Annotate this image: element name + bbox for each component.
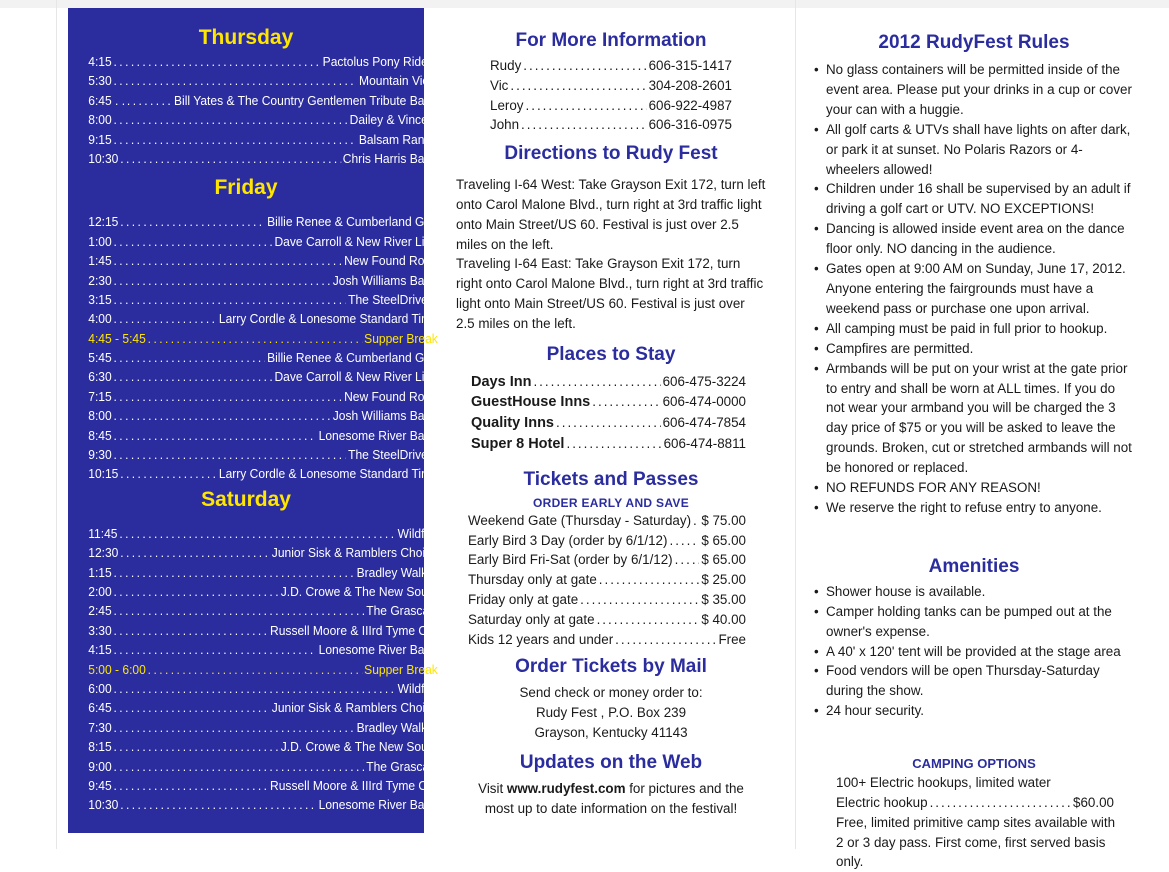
mail-heading: Order Tickets by Mail	[515, 656, 707, 678]
contact-row	[490, 115, 732, 135]
set-time: 4:45 - 5:45	[88, 330, 146, 346]
contact-row	[490, 76, 732, 96]
band-name: Russell Moore & IIIrd Tyme Out	[270, 622, 438, 638]
set-time: 9:15	[88, 131, 112, 147]
leader-dots	[114, 640, 317, 659]
leader-dots	[120, 212, 265, 231]
ticket-row	[468, 610, 746, 630]
leader-dots	[114, 309, 218, 328]
band-name: Josh Williams Band	[332, 272, 438, 288]
schedule-panel	[68, 8, 438, 833]
camping-line-1: 100+ Electric hookups, limited water	[836, 775, 1051, 791]
set-time: 10:30	[88, 150, 119, 166]
set-time: 3:30	[88, 622, 112, 638]
rule-item: • Armbands will be put on your wrist at the gate prior to entry and shall be worn at ALL times. If you do not wear your armband you will be charged the 3 day price of $75 or you will be asked to leave the grounds. Broken, cut or stretched armbands will not be honored or replaced.	[814, 359, 1134, 478]
hotel-row-value: 606-474-7854	[662, 415, 746, 431]
saturday-schedule	[68, 524, 438, 815]
supper-break-row	[68, 660, 469, 679]
set-time: 3:15	[88, 291, 112, 307]
schedule-row	[68, 524, 469, 543]
schedule-row	[68, 110, 469, 129]
hotel-row-label: Super 8 Hotel	[471, 435, 565, 452]
contact-list	[456, 56, 766, 135]
schedule-row	[68, 563, 469, 582]
supper-break-row	[68, 329, 469, 348]
contact-row	[490, 56, 732, 76]
leader-dots	[114, 582, 279, 601]
hotel-row-value: 606-474-8811	[663, 435, 746, 451]
set-time: 4:15	[88, 642, 112, 658]
set-time: 1:00	[88, 233, 112, 249]
schedule-row	[68, 795, 469, 814]
leader-dots	[127, 91, 172, 110]
hotel-row-label: Days Inn	[471, 373, 532, 390]
set-time: 6:00	[88, 680, 112, 696]
band-name: J.D. Crowe & The New South	[280, 739, 438, 755]
leader-dots	[114, 130, 357, 149]
band-name: Bradley Walker	[356, 719, 438, 735]
schedule-row	[68, 737, 469, 756]
contact-row-value: 606-316-0975	[648, 117, 732, 133]
schedule-row	[68, 309, 469, 328]
band-name: Russell Moore & IIIrd Tyme Out	[270, 777, 438, 793]
leader-dots	[930, 793, 1071, 813]
right-column	[814, 26, 1134, 872]
leader-dots	[114, 445, 347, 464]
hotel-row	[471, 413, 746, 434]
amenity-item: • Food vendors will be open Thursday-Saturday during the show.	[814, 661, 1134, 701]
ticket-row	[468, 630, 746, 650]
web-suffix: for pictures and the most up to date information on the festival!	[484, 780, 744, 816]
leader-dots	[120, 464, 217, 483]
set-time: 9:45	[88, 777, 112, 793]
set-time: 8:45	[88, 427, 112, 443]
ticket-row-value: $ 40.00	[701, 611, 746, 627]
ticket-row-value: $ 25.00	[701, 572, 746, 588]
band-name: Wildfire	[397, 525, 438, 541]
ticket-row-value: $ 35.00	[701, 591, 746, 607]
band-name: Dailey & Vincent	[349, 112, 438, 128]
schedule-row	[68, 91, 469, 110]
schedule-row	[68, 367, 469, 386]
set-time: 4:00	[88, 311, 112, 327]
leader-dots	[556, 413, 661, 433]
set-time: 11:45	[88, 525, 118, 541]
leader-dots	[592, 392, 660, 412]
set-time: 1:45	[88, 253, 112, 269]
leader-dots	[114, 52, 321, 71]
leader-dots	[114, 251, 343, 270]
ticket-row-value: $ 75.00	[701, 512, 746, 528]
mail-line-2: Rudy Fest , P.O. Box 239	[535, 705, 687, 721]
amenity-item: • Camper holding tanks can be pumped out at the owner's expense.	[814, 602, 1134, 642]
band-name: Bradley Walker	[356, 564, 438, 580]
ticket-row-label: Weekend Gate (Thursday - Saturday)	[468, 512, 692, 528]
leader-dots	[533, 372, 660, 392]
info-heading: For More Information	[515, 30, 707, 51]
rule-item: • NO REFUNDS FOR ANY REASON!	[814, 478, 1134, 498]
contact-row-label: Leroy	[490, 97, 524, 113]
schedule-row	[68, 271, 469, 290]
set-time: 2:45	[88, 603, 112, 619]
ticket-row	[468, 511, 746, 531]
set-time: 2:00	[88, 583, 112, 599]
schedule-row	[68, 232, 469, 251]
band-name: Lonesome River Band	[318, 797, 438, 813]
set-time: 12:30	[88, 545, 119, 561]
leader-dots	[599, 570, 700, 590]
band-name: Billie Renee & Cumberland Gap	[267, 350, 438, 366]
band-name: Billie Renee & Cumberland Gap	[267, 214, 438, 230]
tickets-subtitle: ORDER EARLY AND SAVE	[532, 495, 690, 510]
ticket-row	[468, 550, 746, 570]
leader-dots	[114, 110, 348, 129]
contact-row-value: 304-208-2601	[648, 77, 732, 93]
band-name: Balsam Range	[358, 131, 438, 147]
leader-dots	[114, 426, 317, 445]
band-name: New Found Road	[344, 388, 438, 404]
band-name: Pactolus Pony Riders	[322, 54, 438, 69]
ticket-row-value: $ 65.00	[701, 532, 746, 548]
thursday-schedule	[68, 52, 438, 168]
directions-east: Traveling I-64 East: Take Grayson Exit 172, turn right onto Carol Malone Blvd., turn right at 3rd traffic light onto Main Street/US 60. Festival is just over 2.5 miles on the left.	[456, 256, 764, 331]
band-name: Supper Break	[364, 330, 438, 346]
rule-item: • Gates open at 9:00 AM on Sunday, June 17, 2012. Anyone entering the fairgrounds must have a weekend pass or purchase one upon arrival.	[814, 259, 1134, 319]
fold-line	[56, 0, 57, 849]
mail-line-1: Send check or money order to:	[519, 685, 703, 701]
ticket-row-label: Early Bird 3 Day (order by 6/1/12)	[468, 532, 668, 548]
leader-dots	[669, 531, 699, 551]
schedule-row	[68, 212, 469, 231]
rule-item: • We reserve the right to refuse entry to anyone.	[814, 498, 1134, 518]
leader-dots	[114, 679, 396, 698]
schedule-row	[68, 640, 469, 659]
set-time: 2:30	[88, 272, 112, 288]
leader-dots	[114, 601, 365, 620]
leader-dots	[114, 776, 269, 795]
contact-row-value: 606-922-4987	[648, 97, 732, 113]
schedule-row	[68, 251, 469, 270]
schedule-row	[68, 679, 469, 698]
leader-dots	[114, 406, 331, 425]
schedule-row	[68, 464, 469, 483]
ticket-row-value: Free	[718, 631, 746, 647]
ticket-row	[468, 570, 746, 590]
tickets-heading: Tickets and Passes	[523, 468, 699, 490]
schedule-row	[68, 718, 469, 737]
friday-heading: Friday	[214, 176, 278, 200]
contact-row-label: John	[490, 117, 520, 133]
leader-dots	[120, 543, 270, 562]
ticket-row-label: Thursday only at gate	[468, 572, 597, 588]
leader-dots	[114, 718, 355, 737]
band-name: The Grascals	[366, 603, 438, 619]
hotel-row-label: GuestHouse Inns	[471, 394, 591, 411]
hookup-price: $60.00	[1073, 794, 1114, 810]
mail-line-3: Grayson, Kentucky 41143	[534, 724, 688, 740]
set-time: 10:30	[88, 797, 119, 813]
contact-row-value: 606-315-1417	[648, 58, 732, 73]
band-name: Chris Harris Band	[342, 150, 438, 166]
leader-dots	[597, 610, 700, 630]
band-name: Josh Williams Band	[332, 408, 438, 424]
band-name: Supper Break	[364, 661, 438, 677]
leader-dots	[148, 660, 363, 679]
amenity-item: • Shower house is available.	[814, 582, 1134, 602]
rule-item: • All camping must be paid in full prior to hookup.	[814, 319, 1134, 339]
band-name: Bill Yates & The Country Gentlemen Tribute Band	[174, 92, 438, 108]
leader-dots	[510, 76, 646, 96]
leader-dots	[114, 232, 273, 251]
leader-dots	[521, 115, 647, 135]
rule-item: • No glass containers will be permitted inside of the event area. Please put your drinks in a cup or cover your can with a huggie.	[814, 60, 1134, 120]
schedule-row	[68, 543, 469, 562]
leader-dots	[615, 630, 716, 650]
web-prefix: Visit	[478, 780, 507, 796]
electric-hookup-row	[836, 793, 1134, 813]
contact-row	[490, 96, 732, 116]
camping-details	[814, 773, 1134, 872]
ticket-row	[468, 590, 746, 610]
friday-schedule	[68, 212, 438, 483]
saturday-heading: Saturday	[201, 487, 291, 511]
band-name: Junior Sisk & Ramblers Choice	[271, 700, 438, 716]
rules-list	[814, 60, 1134, 518]
hotel-row-value: 606-474-0000	[662, 394, 746, 410]
hookup-label: Electric hookup	[836, 794, 928, 810]
band-name: Mountain View	[359, 73, 438, 89]
set-time: 4:15	[88, 54, 112, 69]
leader-dots	[114, 621, 269, 640]
rule-item: • All golf carts & UTVs shall have lights on after dark, or park it at sunset. No Polaris Razors or 4-wheelers allowed!	[814, 120, 1134, 180]
leader-dots	[580, 590, 699, 610]
amenities-list	[814, 582, 1134, 721]
schedule-row	[68, 348, 469, 367]
directions-west: Traveling I-64 West: Take Grayson Exit 172, turn left onto Carol Malone Blvd., turn right at 3rd traffic light onto Main Street/US 60. Festival is just over 2.5 miles on the left.	[456, 177, 766, 252]
leader-dots	[114, 71, 358, 90]
leader-dots	[114, 698, 270, 717]
set-time: 10:15	[88, 466, 119, 482]
set-time: 6:45 . .	[88, 92, 126, 108]
band-name: J.D. Crowe & The New South	[280, 583, 438, 599]
directions-heading: Directions to Rudy Fest	[504, 143, 718, 165]
band-name: Larry Cordle & Lonesome Standard Time	[218, 466, 438, 482]
leader-dots	[114, 563, 355, 582]
ticket-row-label: Early Bird Fri-Sat (order by 6/1/12)	[468, 552, 673, 568]
schedule-row	[68, 601, 469, 620]
leader-dots	[675, 550, 700, 570]
ticket-row	[468, 531, 746, 551]
band-name: New Found Road	[344, 253, 438, 269]
set-time: 7:15	[88, 388, 112, 404]
web-heading: Updates on the Web	[519, 751, 703, 773]
schedule-row	[68, 130, 469, 149]
band-name: Larry Cordle & Lonesome Standard Time	[218, 311, 438, 327]
band-name: Dave Carroll & New River Line	[274, 369, 438, 385]
website-link[interactable]: www.rudyfest.com	[506, 780, 626, 796]
leader-dots	[114, 271, 331, 290]
ticket-row-label: Kids 12 years and under	[468, 631, 614, 647]
rule-item: • Dancing is allowed inside event area on the dance floor only. NO dancing in the audience.	[814, 219, 1134, 259]
schedule-row	[68, 290, 469, 309]
hotel-list	[456, 372, 766, 455]
set-time: 6:30	[88, 369, 112, 385]
set-time: 9:00	[88, 758, 112, 774]
band-name: Wildfire	[397, 680, 438, 696]
schedule-row	[68, 582, 469, 601]
band-name: The Grascals	[366, 758, 438, 774]
leader-dots	[114, 348, 266, 367]
leader-dots	[566, 434, 661, 454]
leader-dots	[693, 511, 699, 531]
hotel-row-label: Quality Inns	[471, 415, 554, 432]
schedule-row	[68, 406, 469, 425]
schedule-row	[68, 757, 469, 776]
band-name: The SteelDrivers	[348, 447, 438, 463]
hotel-row	[471, 372, 746, 393]
set-time: 1:15	[88, 564, 112, 580]
set-time: 6:45	[88, 700, 112, 716]
schedule-row	[68, 621, 469, 640]
camping-heading: CAMPING OPTIONS	[912, 756, 1036, 772]
leader-dots	[120, 149, 341, 168]
leader-dots	[114, 737, 279, 756]
rule-item: • Children under 16 shall be supervised by an adult if driving a golf cart or UTV. NO EXCEPTIONS!	[814, 179, 1134, 219]
hotel-row	[471, 392, 746, 413]
band-name: Junior Sisk & Ramblers Choice	[271, 545, 438, 561]
hotel-row	[471, 434, 746, 455]
amenities-heading: Amenities	[928, 555, 1020, 577]
schedule-row	[68, 71, 469, 90]
ticket-row-label: Saturday only at gate	[468, 611, 595, 627]
scan-edge	[0, 0, 1169, 8]
ticket-list	[456, 511, 766, 650]
set-time: 7:30	[88, 719, 112, 735]
middle-column	[456, 26, 766, 818]
leader-dots	[120, 795, 317, 814]
ticket-row-value: $ 65.00	[701, 552, 746, 568]
leader-dots	[119, 524, 396, 543]
leader-dots	[526, 96, 647, 116]
thursday-heading: Thursday	[198, 26, 294, 49]
band-name: Lonesome River Band	[318, 642, 438, 658]
leader-dots	[148, 329, 363, 348]
fold-line	[795, 0, 796, 849]
amenity-item: • A 40' x 120' tent will be provided at the stage area	[814, 642, 1134, 662]
set-time: 8:00	[88, 408, 112, 424]
rules-heading: 2012 RudyFest Rules	[878, 32, 1070, 53]
schedule-row	[68, 445, 469, 464]
set-time: 5:30	[88, 73, 112, 89]
set-time: 12:15	[88, 214, 119, 230]
leader-dots	[523, 56, 646, 76]
camping-line-3: Free, limited primitive camp sites available with 2 or 3 day pass. First come, first served basis only.	[836, 814, 1116, 870]
web-text	[456, 779, 766, 819]
contact-row-label: Vic	[490, 77, 509, 93]
band-name: Lonesome River Band	[318, 427, 438, 443]
leader-dots	[114, 290, 347, 309]
schedule-row	[68, 149, 469, 168]
band-name: Dave Carroll & New River Line	[274, 233, 438, 249]
set-time: 8:15	[88, 739, 112, 755]
schedule-row	[68, 776, 469, 795]
set-time: 9:30	[88, 447, 112, 463]
schedule-row	[68, 426, 469, 445]
set-time: 5:00 - 6:00	[88, 661, 146, 677]
band-name: The SteelDrivers	[348, 291, 438, 307]
hotel-row-value: 606-475-3224	[662, 373, 746, 389]
amenity-item: • 24 hour security.	[814, 701, 1134, 721]
contact-row-label: Rudy	[490, 58, 522, 73]
schedule-row	[68, 387, 469, 406]
ticket-row-label: Friday only at gate	[468, 591, 579, 607]
schedule-row	[68, 698, 469, 717]
set-time: 5:45	[88, 350, 112, 366]
leader-dots	[114, 757, 365, 776]
leader-dots	[114, 367, 273, 386]
set-time: 8:00	[88, 112, 112, 128]
schedule-row	[68, 52, 469, 71]
rule-item: • Campfires are permitted.	[814, 339, 1134, 359]
stay-heading: Places to Stay	[546, 343, 676, 365]
leader-dots	[114, 387, 343, 406]
